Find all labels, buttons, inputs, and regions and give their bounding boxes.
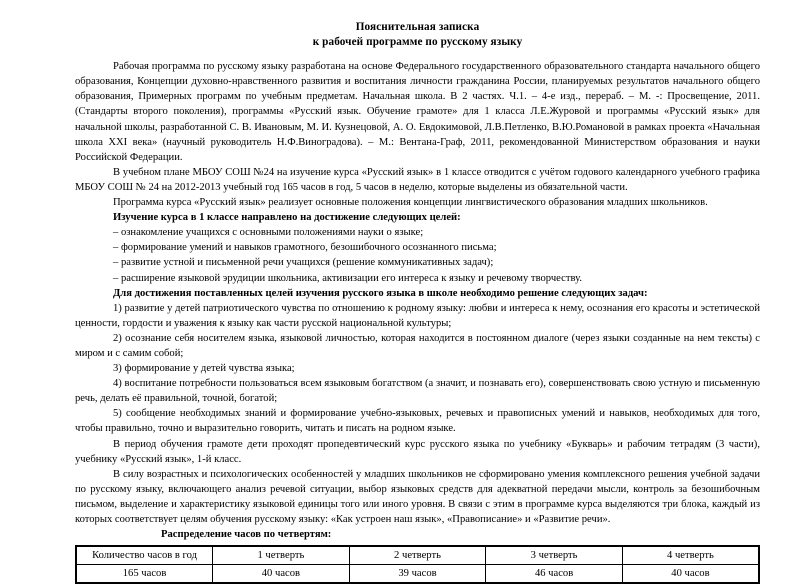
table-cell: 40 часов <box>213 565 350 584</box>
goal-item: – расширение языковой эрудиции школьника, активизации его интереса к языку и речевому творчеству. <box>113 272 582 284</box>
table-cell: 39 часов <box>349 565 486 584</box>
table-row <box>76 565 759 584</box>
document-body <box>75 59 760 584</box>
page-title-line-1: Пояснительная записка <box>355 21 480 33</box>
table-header-cell: 2 четверть <box>349 546 486 565</box>
task-item: 1) развитие у детей патриотического чувства по отношению к родному языку: любви и интереса к нему, осознания его красоты и эстетической ценности, гордости и уважения к языку как части русской национальной культуры; <box>75 302 760 329</box>
goal-item: – формирование умений и навыков грамотного, безошибочного осознанного письма; <box>113 242 497 254</box>
goal-item: – развитие устной и письменной речи учащихся (решение коммуникативных задач); <box>113 257 494 269</box>
task-item: 4) воспитание потребности пользоваться всем языковым богатством (а значит, и познавать его), совершенствовать свою устную и письменную речь, делать её правильной, точной, богатой; <box>75 378 760 405</box>
table-cell: 40 часов <box>622 565 759 584</box>
page-title-line-2: к рабочей программе по русскому языку <box>312 35 523 48</box>
heading-goals: Изучение курса в 1 классе направлено на достижение следующих целей: <box>113 212 461 224</box>
table-header-cell: 3 четверть <box>486 546 623 565</box>
task-item: 2) осознание себя носителем языка, языковой личностью, которая находится в постоянном диалоге (через языки созданные на нем тексты) с миром и с самим собой; <box>75 332 760 359</box>
table-header-cell: 1 четверть <box>213 546 350 565</box>
hours-table-wrapper <box>75 545 760 584</box>
heading-tasks: Для достижения поставленных целей изучения русского языка в школе необходимо решение следующих задач: <box>113 287 648 299</box>
paragraph-intro-standard: Рабочая программа по русскому языку разработана на основе Федерального государственного образовательного стандарта начального общего образования, Концепции духовно-нравственного развития и воспитания личности гражданина России, планируемых результатов начального общего образования, Примерных программ по учебным предметам. Начальная школа. В 2 частях. Ч.1. – 4-е изд., перераб. – М. -: Просвещение, 2011. (Стандарты второго поколения), программы «Русский язык. Обучение грамоте» для 1 класса Л.Е.Журовой и программы «Русский язык» для начальной школы, разработанной С. В. Ивановым, М. И. Кузнецовой, А. О. Евдокимовой, Л.В.Петленко, В.Ю.Романовой в рамках проекта «Начальная школа XXI века» (научный руководитель Н.Ф.Виноградова). – М.: Вентана-Граф, 2011, рекомендованной Министерством образования и науки Российской Федерации. <box>75 61 760 163</box>
task-item: 5) сообщение необходимых знаний и формирование учебно-языковых, речевых и правописных умений и навыков, необходимых для того, чтобы правильно, точно и выразительно говорить, читать и писать на родном языке. <box>75 408 760 435</box>
table-header-cell: 4 четверть <box>622 546 759 565</box>
table-row <box>76 546 759 565</box>
paragraph-curriculum-plan: В учебном плане МБОУ СОШ №24 на изучение курса «Русский язык» в 1 классе отводится с учётом годового календарного учебного графика МБОУ СОШ № 24 на 2012-2013 учебный год 165 часов в год, 5 часов в неделю, которые выделены из обязательной части. <box>75 166 760 193</box>
heading-hours-table: Распределение часов по четвертям: <box>161 529 332 541</box>
goal-item: – ознакомление учащихся с основными положениями науки о языке; <box>113 227 424 239</box>
paragraph-literacy-period: В период обучения грамоте дети проходят пропедевтический курс русского языка по учебнику «Букварь» и рабочим тетрадям (3 части), учебнику «Русский язык», 1-й класс. <box>75 438 760 465</box>
document-title-block <box>75 12 760 49</box>
table-cell: 46 часов <box>486 565 623 584</box>
paragraph-course-concept: Программа курса «Русский язык» реализует основные положения концепции лингвистического образования младших школьников. <box>113 197 708 209</box>
task-item: 3) формирование у детей чувства языка; <box>113 363 295 375</box>
table-cell: 165 часов <box>76 565 213 584</box>
hours-distribution-table <box>75 545 760 584</box>
table-header-cell: Количество часов в год <box>76 546 213 565</box>
paragraph-age-features: В силу возрастных и психологических особенностей у младших школьников не сформировано умения комплексного решения учебной задачи по русскому языку, включающего анализ речевой ситуации, выбор языковых средств для адекватной передачи мысли, контроль за безошибочным письмом, выделение и характеристику языковой единицы того или иного уровня. В связи с этим в программе курса выделяются три блока, каждый из которых соответствует целям обучения русскому языку: «Как устроен наш язык», «Правописание» и «Развитие речи». <box>75 468 760 525</box>
